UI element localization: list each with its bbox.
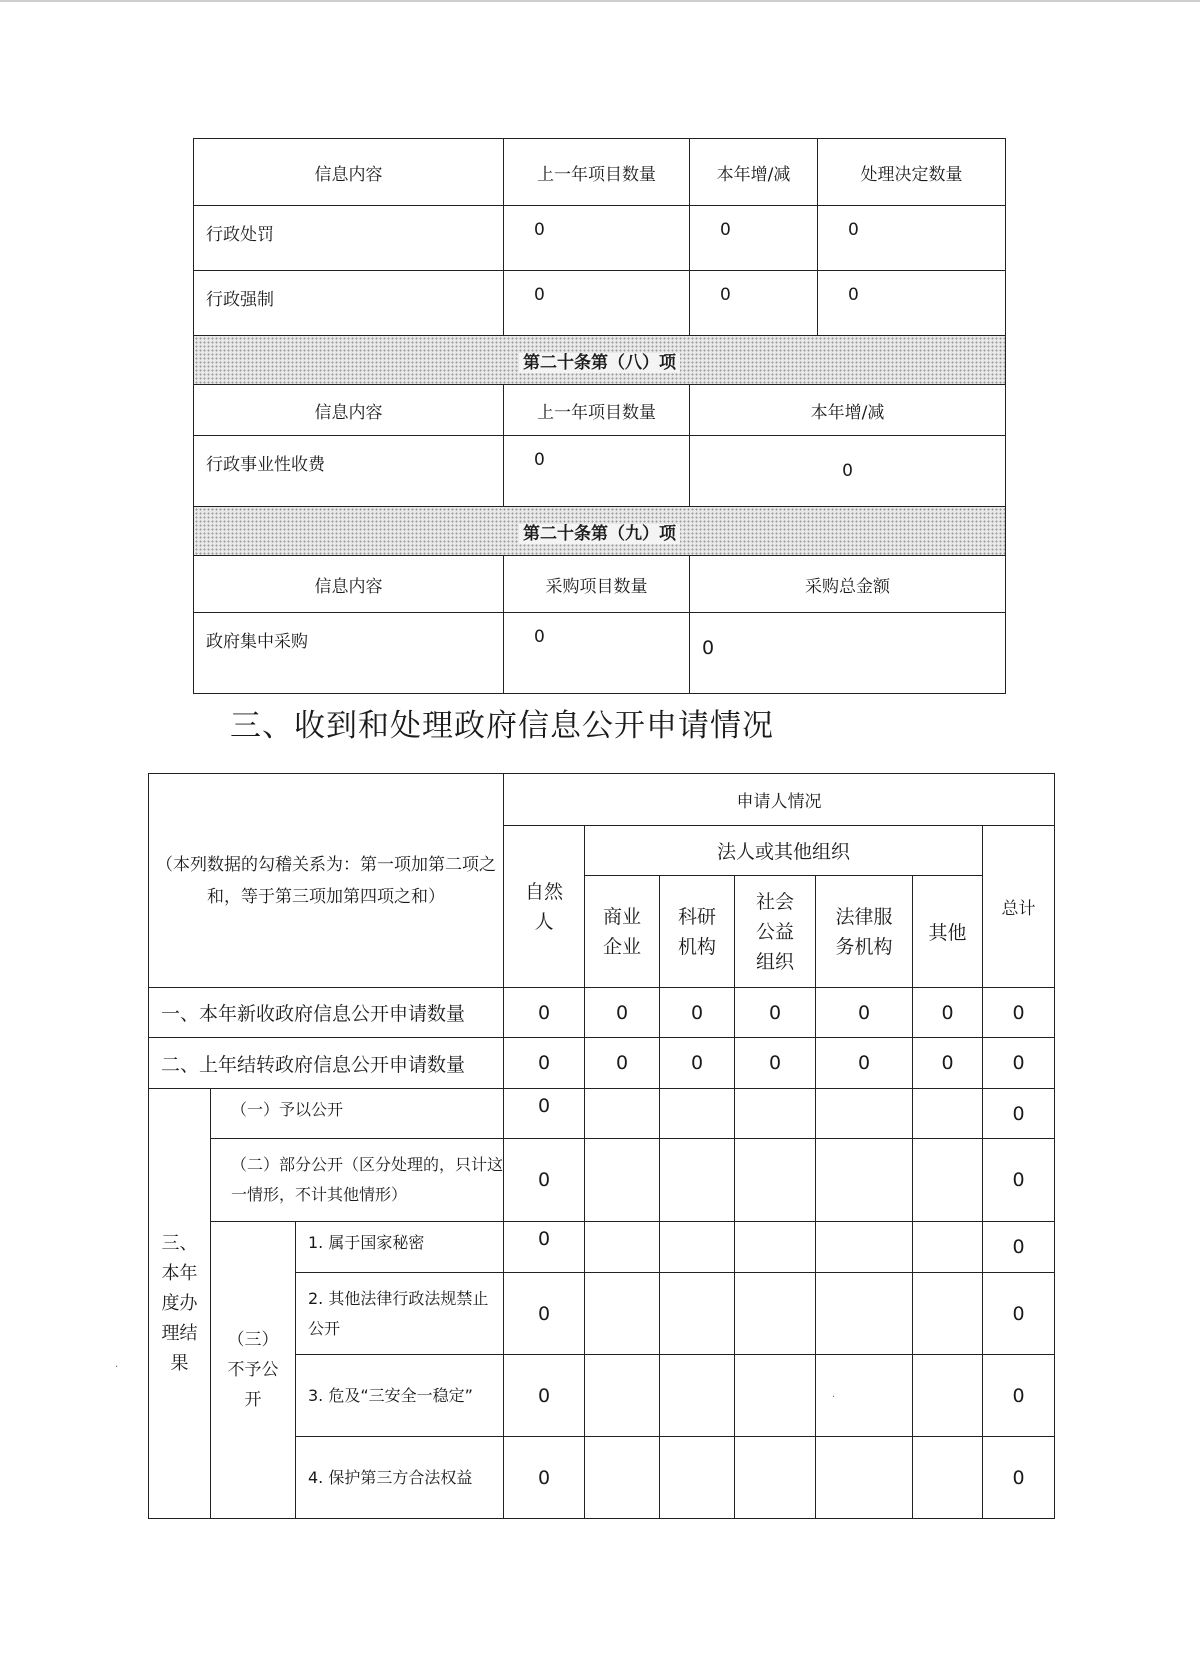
cell-value: 0 — [690, 206, 818, 271]
cell-value: 0 — [983, 1038, 1055, 1089]
cell-value: 0 — [504, 1038, 585, 1089]
cell-value: 0 — [913, 1038, 983, 1089]
section-title: 三、收到和处理政府信息公开申请情况 — [230, 708, 774, 744]
cell-value: 0 — [816, 1038, 913, 1089]
cell-value: 0 — [983, 1139, 1055, 1222]
empty-cell — [735, 1355, 816, 1437]
cell-value: 0 — [504, 1437, 585, 1519]
subcol-header: 法律服务机构 — [816, 876, 913, 988]
cell-value: 0 — [983, 1437, 1055, 1519]
empty-cell — [816, 1273, 913, 1355]
empty-cell — [913, 1222, 983, 1273]
table2-header-row — [149, 774, 1055, 826]
empty-cell — [585, 1273, 660, 1355]
legal-group-header: 法人或其他组织 — [585, 826, 983, 876]
row-label: 二、上年结转政府信息公开申请数量 — [149, 1038, 504, 1089]
scan-speck: · — [115, 1362, 119, 1373]
cell-value: 0 — [983, 1273, 1055, 1355]
cell-value: 0 — [504, 988, 585, 1038]
cell-value: 0 — [983, 988, 1055, 1038]
cell-value: 0 — [504, 436, 690, 507]
cell-value: 0 — [818, 271, 1006, 336]
cell-value: 0 — [504, 206, 690, 271]
empty-cell — [913, 1139, 983, 1222]
cell-value: 0 — [690, 436, 1006, 507]
section9-title: 第二十条第（九）项 — [519, 524, 680, 544]
row-label: （一）予以公开 — [211, 1089, 504, 1139]
cell-value: 0 — [983, 1089, 1055, 1139]
row-label: 一、本年新收政府信息公开申请数量 — [149, 988, 504, 1038]
group3-label: 三、本年度办理结果 — [149, 1089, 211, 1519]
table1-header-cell: 上一年项目数量 — [504, 139, 690, 206]
empty-cell — [585, 1222, 660, 1273]
empty-cell — [585, 1089, 660, 1139]
scan-speck: · — [832, 1392, 836, 1403]
group33-label: （三）不予公开 — [211, 1222, 296, 1519]
natural-person-header: 自然人 — [504, 826, 585, 988]
disclosure-table-1 — [193, 138, 1006, 694]
total-header: 总计 — [983, 826, 1055, 988]
table-row — [149, 1038, 1055, 1089]
table1-header-cell: 本年增/减 — [690, 139, 818, 206]
table-row — [194, 206, 1006, 271]
cell-value: 0 — [585, 1038, 660, 1089]
row-label: 行政处罚 — [194, 206, 504, 271]
empty-cell — [660, 1139, 735, 1222]
cell-value: 0 — [690, 271, 818, 336]
row-label: （二）部分公开（区分处理的，只计这一情形，不计其他情形） — [211, 1139, 504, 1222]
empty-cell — [913, 1089, 983, 1139]
section-header-row — [194, 336, 1006, 385]
page-edge — [0, 0, 1200, 2]
table1-header-cell: 信息内容 — [194, 556, 504, 613]
subcol-header: 科研机构 — [660, 876, 735, 988]
table-row — [149, 1139, 1055, 1222]
table-row — [194, 613, 1006, 694]
section8-title: 第二十条第（八）项 — [519, 353, 680, 373]
subcol-header: 其他 — [913, 876, 983, 988]
cell-value: 0 — [504, 1355, 585, 1437]
empty-cell — [816, 1139, 913, 1222]
empty-cell — [735, 1437, 816, 1519]
empty-cell — [585, 1355, 660, 1437]
table-row — [194, 436, 1006, 507]
row-label: 行政事业性收费 — [194, 436, 504, 507]
table1-header-cell: 采购总金额 — [690, 556, 1006, 613]
cell-value: 0 — [585, 988, 660, 1038]
subcol-header: 社会公益组织 — [735, 876, 816, 988]
cell-value: 0 — [504, 1139, 585, 1222]
note-cell: （本列数据的勾稽关系为：第一项加第二项之和，等于第三项加第四项之和） — [149, 774, 504, 988]
cell-value: 0 — [816, 988, 913, 1038]
empty-cell — [816, 1437, 913, 1519]
table-row — [149, 988, 1055, 1038]
cell-value: 0 — [818, 206, 1006, 271]
row-label: 1. 属于国家秘密 — [296, 1222, 504, 1273]
cell-value: 0 — [690, 613, 1006, 694]
row-label: 3. 危及“三安全一稳定” — [296, 1355, 504, 1437]
row-label: 2. 其他法律行政法规禁止公开 — [296, 1273, 504, 1355]
empty-cell — [585, 1139, 660, 1222]
row-label: 政府集中采购 — [194, 613, 504, 694]
subcol-header: 商业企业 — [585, 876, 660, 988]
empty-cell — [816, 1222, 913, 1273]
table1-header-cell: 上一年项目数量 — [504, 385, 690, 436]
table-row — [149, 1222, 1055, 1273]
empty-cell — [735, 1139, 816, 1222]
cell-value: 0 — [504, 1089, 585, 1139]
empty-cell — [735, 1089, 816, 1139]
empty-cell — [913, 1355, 983, 1437]
table1-header-row — [194, 139, 1006, 206]
cell-value: 0 — [504, 1273, 585, 1355]
cell-value: 0 — [913, 988, 983, 1038]
cell-value: 0 — [735, 1038, 816, 1089]
cell-value: 0 — [735, 988, 816, 1038]
table1-header-cell: 信息内容 — [194, 385, 504, 436]
empty-cell — [735, 1222, 816, 1273]
empty-cell — [660, 1355, 735, 1437]
section8-title-cell — [194, 336, 1006, 385]
cell-value: 0 — [983, 1355, 1055, 1437]
cell-value: 0 — [983, 1222, 1055, 1273]
cell-value: 0 — [660, 988, 735, 1038]
table-row — [194, 271, 1006, 336]
table-row — [194, 385, 1006, 436]
table-row — [149, 1089, 1055, 1139]
empty-cell — [660, 1222, 735, 1273]
table1-header-cell: 采购项目数量 — [504, 556, 690, 613]
table-row — [194, 556, 1006, 613]
table1-header-cell: 处理决定数量 — [818, 139, 1006, 206]
cell-value: 0 — [504, 613, 690, 694]
empty-cell — [913, 1273, 983, 1355]
empty-cell — [660, 1437, 735, 1519]
section9-title-cell — [194, 507, 1006, 556]
empty-cell — [816, 1355, 913, 1437]
empty-cell — [660, 1273, 735, 1355]
section-header-row — [194, 507, 1006, 556]
row-label: 4. 保护第三方合法权益 — [296, 1437, 504, 1519]
table1-header-cell: 本年增/减 — [690, 385, 1006, 436]
cell-value: 0 — [504, 1222, 585, 1273]
empty-cell — [585, 1437, 660, 1519]
empty-cell — [660, 1089, 735, 1139]
empty-cell — [735, 1273, 816, 1355]
cell-value: 0 — [504, 271, 690, 336]
application-table — [148, 773, 1055, 1519]
empty-cell — [913, 1437, 983, 1519]
applicant-header: 申请人情况 — [504, 774, 1055, 826]
cell-value: 0 — [660, 1038, 735, 1089]
row-label: 行政强制 — [194, 271, 504, 336]
table1-header-cell: 信息内容 — [194, 139, 504, 206]
empty-cell — [816, 1089, 913, 1139]
